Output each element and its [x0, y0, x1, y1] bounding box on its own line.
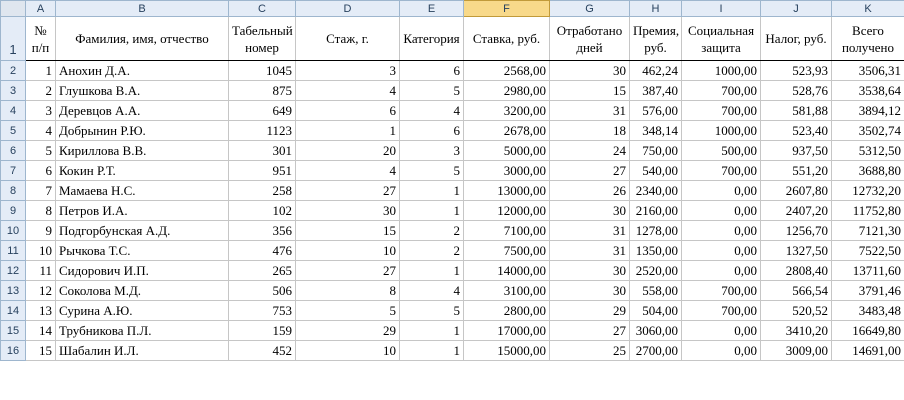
column-header-K[interactable]: K [832, 1, 904, 17]
column-title[interactable]: Ставка, руб. [464, 17, 550, 61]
table-cell[interactable]: Подгорбунская А.Д. [56, 221, 229, 241]
table-row [1, 181, 904, 201]
table-cell[interactable]: Рычкова Т.С. [56, 241, 229, 261]
column-header-E[interactable]: E [400, 1, 464, 17]
table-cell[interactable]: 1 [400, 201, 464, 221]
column-header-D[interactable]: D [296, 1, 400, 17]
table-row [1, 301, 904, 321]
table-cell[interactable]: 1278,00 [630, 221, 682, 241]
table-cell[interactable]: 15 [550, 81, 630, 101]
table-cell[interactable]: 700,00 [682, 301, 761, 321]
table-cell[interactable]: 576,00 [630, 101, 682, 121]
table-cell[interactable]: 5312,50 [832, 141, 904, 161]
table-cell[interactable]: 2407,20 [761, 201, 832, 221]
table-cell[interactable]: 27 [296, 181, 400, 201]
table-cell[interactable]: 12732,20 [832, 181, 904, 201]
table-cell[interactable]: 6 [26, 161, 56, 181]
row-number[interactable]: 5 [1, 121, 26, 141]
table-cell[interactable]: 11752,80 [832, 201, 904, 221]
row-number[interactable]: 3 [1, 81, 26, 101]
table-cell[interactable]: 26 [550, 181, 630, 201]
table-cell[interactable]: 7 [26, 181, 56, 201]
table-cell[interactable]: Анохин Д.А. [56, 61, 229, 81]
table-cell[interactable]: 3894,12 [832, 101, 904, 121]
column-title[interactable]: Табельный номер [229, 17, 296, 61]
column-title[interactable]: Всего получено [832, 17, 904, 61]
table-cell[interactable]: 1 [296, 121, 400, 141]
row-number[interactable]: 7 [1, 161, 26, 181]
table-cell[interactable]: 6 [296, 101, 400, 121]
table-row [1, 141, 904, 161]
column-title[interactable]: Отработано дней [550, 17, 630, 61]
table-cell[interactable]: 2607,80 [761, 181, 832, 201]
table-cell[interactable]: 9 [26, 221, 56, 241]
table-row [1, 121, 904, 141]
table-cell[interactable]: 4 [26, 121, 56, 141]
table-cell[interactable]: 3200,00 [464, 101, 550, 121]
table-cell[interactable]: 27 [550, 321, 630, 341]
table-cell[interactable]: 387,40 [630, 81, 682, 101]
table-cell[interactable]: 29 [550, 301, 630, 321]
table-cell[interactable]: 506 [229, 281, 296, 301]
table-cell[interactable]: 0,00 [682, 201, 761, 221]
table-cell[interactable]: 7121,30 [832, 221, 904, 241]
column-title[interactable]: Налог, руб. [761, 17, 832, 61]
column-header-I[interactable]: I [682, 1, 761, 17]
table-cell[interactable]: 17000,00 [464, 321, 550, 341]
table-cell[interactable]: 14691,00 [832, 341, 904, 361]
table-cell[interactable]: 8 [296, 281, 400, 301]
table-cell[interactable]: 937,50 [761, 141, 832, 161]
table-cell[interactable]: 3060,00 [630, 321, 682, 341]
table-cell[interactable]: 16649,80 [832, 321, 904, 341]
table-cell[interactable]: 462,24 [630, 61, 682, 81]
table-row [1, 261, 904, 281]
table-row [1, 281, 904, 301]
table-cell[interactable]: 1350,00 [630, 241, 682, 261]
table-cell[interactable]: 4 [296, 161, 400, 181]
row-number[interactable]: 12 [1, 261, 26, 281]
table-cell[interactable]: 476 [229, 241, 296, 261]
table-cell[interactable]: Кокин Р.Т. [56, 161, 229, 181]
table-cell[interactable]: 31 [550, 221, 630, 241]
table-cell[interactable]: Сидорович И.П. [56, 261, 229, 281]
table-cell[interactable]: 3502,74 [832, 121, 904, 141]
table-cell[interactable]: 452 [229, 341, 296, 361]
table-cell[interactable]: 2568,00 [464, 61, 550, 81]
table-cell[interactable]: 13000,00 [464, 181, 550, 201]
table-cell[interactable]: 20 [296, 141, 400, 161]
table-cell[interactable]: 4 [296, 81, 400, 101]
table-cell[interactable]: 30 [296, 201, 400, 221]
row-number[interactable]: 14 [1, 301, 26, 321]
table-cell[interactable]: 18 [550, 121, 630, 141]
table-cell[interactable]: 24 [550, 141, 630, 161]
table-cell[interactable]: 2700,00 [630, 341, 682, 361]
table-cell[interactable]: 10 [296, 341, 400, 361]
table-cell[interactable]: 700,00 [682, 281, 761, 301]
table-cell[interactable]: 0,00 [682, 321, 761, 341]
table-cell[interactable]: 5 [400, 81, 464, 101]
table-cell[interactable]: 5000,00 [464, 141, 550, 161]
table-cell[interactable]: 700,00 [682, 81, 761, 101]
table-cell[interactable]: 581,88 [761, 101, 832, 121]
column-header-F[interactable]: F [464, 1, 550, 17]
table-cell[interactable]: 6 [400, 61, 464, 81]
table-cell[interactable]: Кириллова В.В. [56, 141, 229, 161]
table-cell[interactable]: Петров И.А. [56, 201, 229, 221]
row-number[interactable]: 13 [1, 281, 26, 301]
table-header-row [1, 17, 904, 61]
table-cell[interactable]: 520,52 [761, 301, 832, 321]
column-header-A[interactable]: A [26, 1, 56, 17]
table-cell[interactable]: 7500,00 [464, 241, 550, 261]
table-cell[interactable]: Трубникова П.Л. [56, 321, 229, 341]
table-cell[interactable]: 0,00 [682, 221, 761, 241]
table-cell[interactable]: 1123 [229, 121, 296, 141]
table-cell[interactable]: Мамаева Н.С. [56, 181, 229, 201]
table-cell[interactable]: 348,14 [630, 121, 682, 141]
table-cell[interactable]: 3506,31 [832, 61, 904, 81]
table-cell[interactable]: 25 [550, 341, 630, 361]
table-cell[interactable]: 3410,20 [761, 321, 832, 341]
table-cell[interactable]: 3 [400, 141, 464, 161]
table-cell[interactable]: 2520,00 [630, 261, 682, 281]
table-cell[interactable]: 0,00 [682, 181, 761, 201]
table-cell[interactable]: 31 [550, 101, 630, 121]
table-row [1, 61, 904, 81]
table-cell[interactable]: 1 [400, 261, 464, 281]
table-row [1, 241, 904, 261]
table-cell[interactable]: 528,76 [761, 81, 832, 101]
table-cell[interactable]: 265 [229, 261, 296, 281]
table-cell[interactable]: 30 [550, 61, 630, 81]
table-cell[interactable]: 1 [400, 181, 464, 201]
table-cell[interactable]: 7100,00 [464, 221, 550, 241]
table-cell[interactable]: 3 [296, 61, 400, 81]
table-cell[interactable]: 29 [296, 321, 400, 341]
table-cell[interactable]: 523,93 [761, 61, 832, 81]
table-cell[interactable]: 750,00 [630, 141, 682, 161]
table-cell[interactable]: 15 [26, 341, 56, 361]
table-cell[interactable]: 10 [296, 241, 400, 261]
table-cell[interactable]: 27 [296, 261, 400, 281]
table-cell[interactable]: 3483,48 [832, 301, 904, 321]
table-cell[interactable]: 13 [26, 301, 56, 321]
table-cell[interactable]: 3100,00 [464, 281, 550, 301]
row-number[interactable]: 10 [1, 221, 26, 241]
table-cell[interactable]: 15000,00 [464, 341, 550, 361]
table-cell[interactable]: 258 [229, 181, 296, 201]
table-cell[interactable]: 4 [400, 101, 464, 121]
select-all-corner[interactable] [1, 1, 26, 17]
table-cell[interactable]: 540,00 [630, 161, 682, 181]
table-cell[interactable]: 500,00 [682, 141, 761, 161]
table-cell[interactable]: 2800,00 [464, 301, 550, 321]
table-cell[interactable]: 13711,60 [832, 261, 904, 281]
table-cell[interactable]: 2678,00 [464, 121, 550, 141]
table-cell[interactable]: 11 [26, 261, 56, 281]
table-cell[interactable]: 1045 [229, 61, 296, 81]
table-cell[interactable]: Глушкова В.А. [56, 81, 229, 101]
table-cell[interactable]: 14000,00 [464, 261, 550, 281]
row-number[interactable]: 4 [1, 101, 26, 121]
table-cell[interactable]: Деревцов А.А. [56, 101, 229, 121]
table-cell[interactable]: 3791,46 [832, 281, 904, 301]
table-cell[interactable]: 6 [400, 121, 464, 141]
table-cell[interactable]: 15 [296, 221, 400, 241]
table-cell[interactable]: 0,00 [682, 341, 761, 361]
table-cell[interactable]: 3009,00 [761, 341, 832, 361]
row-number[interactable]: 15 [1, 321, 26, 341]
table-cell[interactable]: Шабалин И.Л. [56, 341, 229, 361]
column-title[interactable]: Фамилия, имя, отчество [56, 17, 229, 61]
row-number[interactable]: 16 [1, 341, 26, 361]
row-number[interactable]: 2 [1, 61, 26, 81]
table-cell[interactable]: 2 [400, 241, 464, 261]
table-cell[interactable]: 2160,00 [630, 201, 682, 221]
table-cell[interactable]: Соколова М.Д. [56, 281, 229, 301]
table-cell[interactable]: 700,00 [682, 101, 761, 121]
row-number[interactable]: 1 [1, 17, 26, 61]
table-cell[interactable]: 1 [400, 321, 464, 341]
table-cell[interactable]: 27 [550, 161, 630, 181]
table-row [1, 161, 904, 181]
table-cell[interactable]: 551,20 [761, 161, 832, 181]
table-cell[interactable]: 12 [26, 281, 56, 301]
row-number[interactable]: 9 [1, 201, 26, 221]
table-cell[interactable]: 2 [400, 221, 464, 241]
table-cell[interactable]: 356 [229, 221, 296, 241]
table-cell[interactable]: 31 [550, 241, 630, 261]
table-cell[interactable]: Добрынин Р.Ю. [56, 121, 229, 141]
table-cell[interactable]: 30 [550, 281, 630, 301]
table-cell[interactable]: 12000,00 [464, 201, 550, 221]
table-cell[interactable]: 0,00 [682, 261, 761, 281]
column-title[interactable]: № п/п [26, 17, 56, 61]
column-header-row [1, 1, 904, 17]
row-number[interactable]: 11 [1, 241, 26, 261]
table-cell[interactable]: 700,00 [682, 161, 761, 181]
table-cell[interactable]: 2 [26, 81, 56, 101]
table-cell[interactable]: 301 [229, 141, 296, 161]
table-cell[interactable]: 1327,50 [761, 241, 832, 261]
table-cell[interactable]: 951 [229, 161, 296, 181]
table-cell[interactable]: 649 [229, 101, 296, 121]
table-cell[interactable]: 566,54 [761, 281, 832, 301]
table-cell[interactable]: 30 [550, 201, 630, 221]
table-cell[interactable]: 102 [229, 201, 296, 221]
table-cell[interactable]: 3 [26, 101, 56, 121]
table-cell[interactable]: Сурина А.Ю. [56, 301, 229, 321]
table-cell[interactable]: 1000,00 [682, 121, 761, 141]
column-title[interactable]: Стаж, г. [296, 17, 400, 61]
table-cell[interactable]: 558,00 [630, 281, 682, 301]
table-cell[interactable]: 753 [229, 301, 296, 321]
column-header-G[interactable]: G [550, 1, 630, 17]
table-row [1, 221, 904, 241]
table-cell[interactable]: 5 [400, 161, 464, 181]
table-cell[interactable]: 2808,40 [761, 261, 832, 281]
table-cell[interactable]: 7522,50 [832, 241, 904, 261]
table-cell[interactable]: 5 [296, 301, 400, 321]
row-number[interactable]: 8 [1, 181, 26, 201]
column-title[interactable]: Социальная защита [682, 17, 761, 61]
table-row [1, 321, 904, 341]
table-cell[interactable]: 10 [26, 241, 56, 261]
table-cell[interactable]: 3688,80 [832, 161, 904, 181]
table-cell[interactable]: 1000,00 [682, 61, 761, 81]
table-row [1, 201, 904, 221]
table-cell[interactable]: 4 [400, 281, 464, 301]
column-title[interactable]: Премия, руб. [630, 17, 682, 61]
table-cell[interactable]: 14 [26, 321, 56, 341]
column-header-C[interactable]: C [229, 1, 296, 17]
column-header-J[interactable]: J [761, 1, 832, 17]
row-number[interactable]: 6 [1, 141, 26, 161]
table-cell[interactable]: 5 [26, 141, 56, 161]
table-cell[interactable]: 3538,64 [832, 81, 904, 101]
table-row [1, 81, 904, 101]
table-cell[interactable]: 3000,00 [464, 161, 550, 181]
table-cell[interactable]: 1 [26, 61, 56, 81]
table-cell[interactable]: 159 [229, 321, 296, 341]
table-row [1, 101, 904, 121]
table-cell[interactable]: 875 [229, 81, 296, 101]
table-cell[interactable]: 30 [550, 261, 630, 281]
table-cell[interactable]: 1256,70 [761, 221, 832, 241]
table-cell[interactable]: 1 [400, 341, 464, 361]
table-cell[interactable]: 523,40 [761, 121, 832, 141]
table-cell[interactable]: 2340,00 [630, 181, 682, 201]
column-header-B[interactable]: B [56, 1, 229, 17]
column-title[interactable]: Категория [400, 17, 464, 61]
table-row [1, 341, 904, 361]
table-cell[interactable]: 5 [400, 301, 464, 321]
table-cell[interactable]: 0,00 [682, 241, 761, 261]
table-cell[interactable]: 8 [26, 201, 56, 221]
column-header-H[interactable]: H [630, 1, 682, 17]
table-cell[interactable]: 504,00 [630, 301, 682, 321]
table-cell[interactable]: 2980,00 [464, 81, 550, 101]
